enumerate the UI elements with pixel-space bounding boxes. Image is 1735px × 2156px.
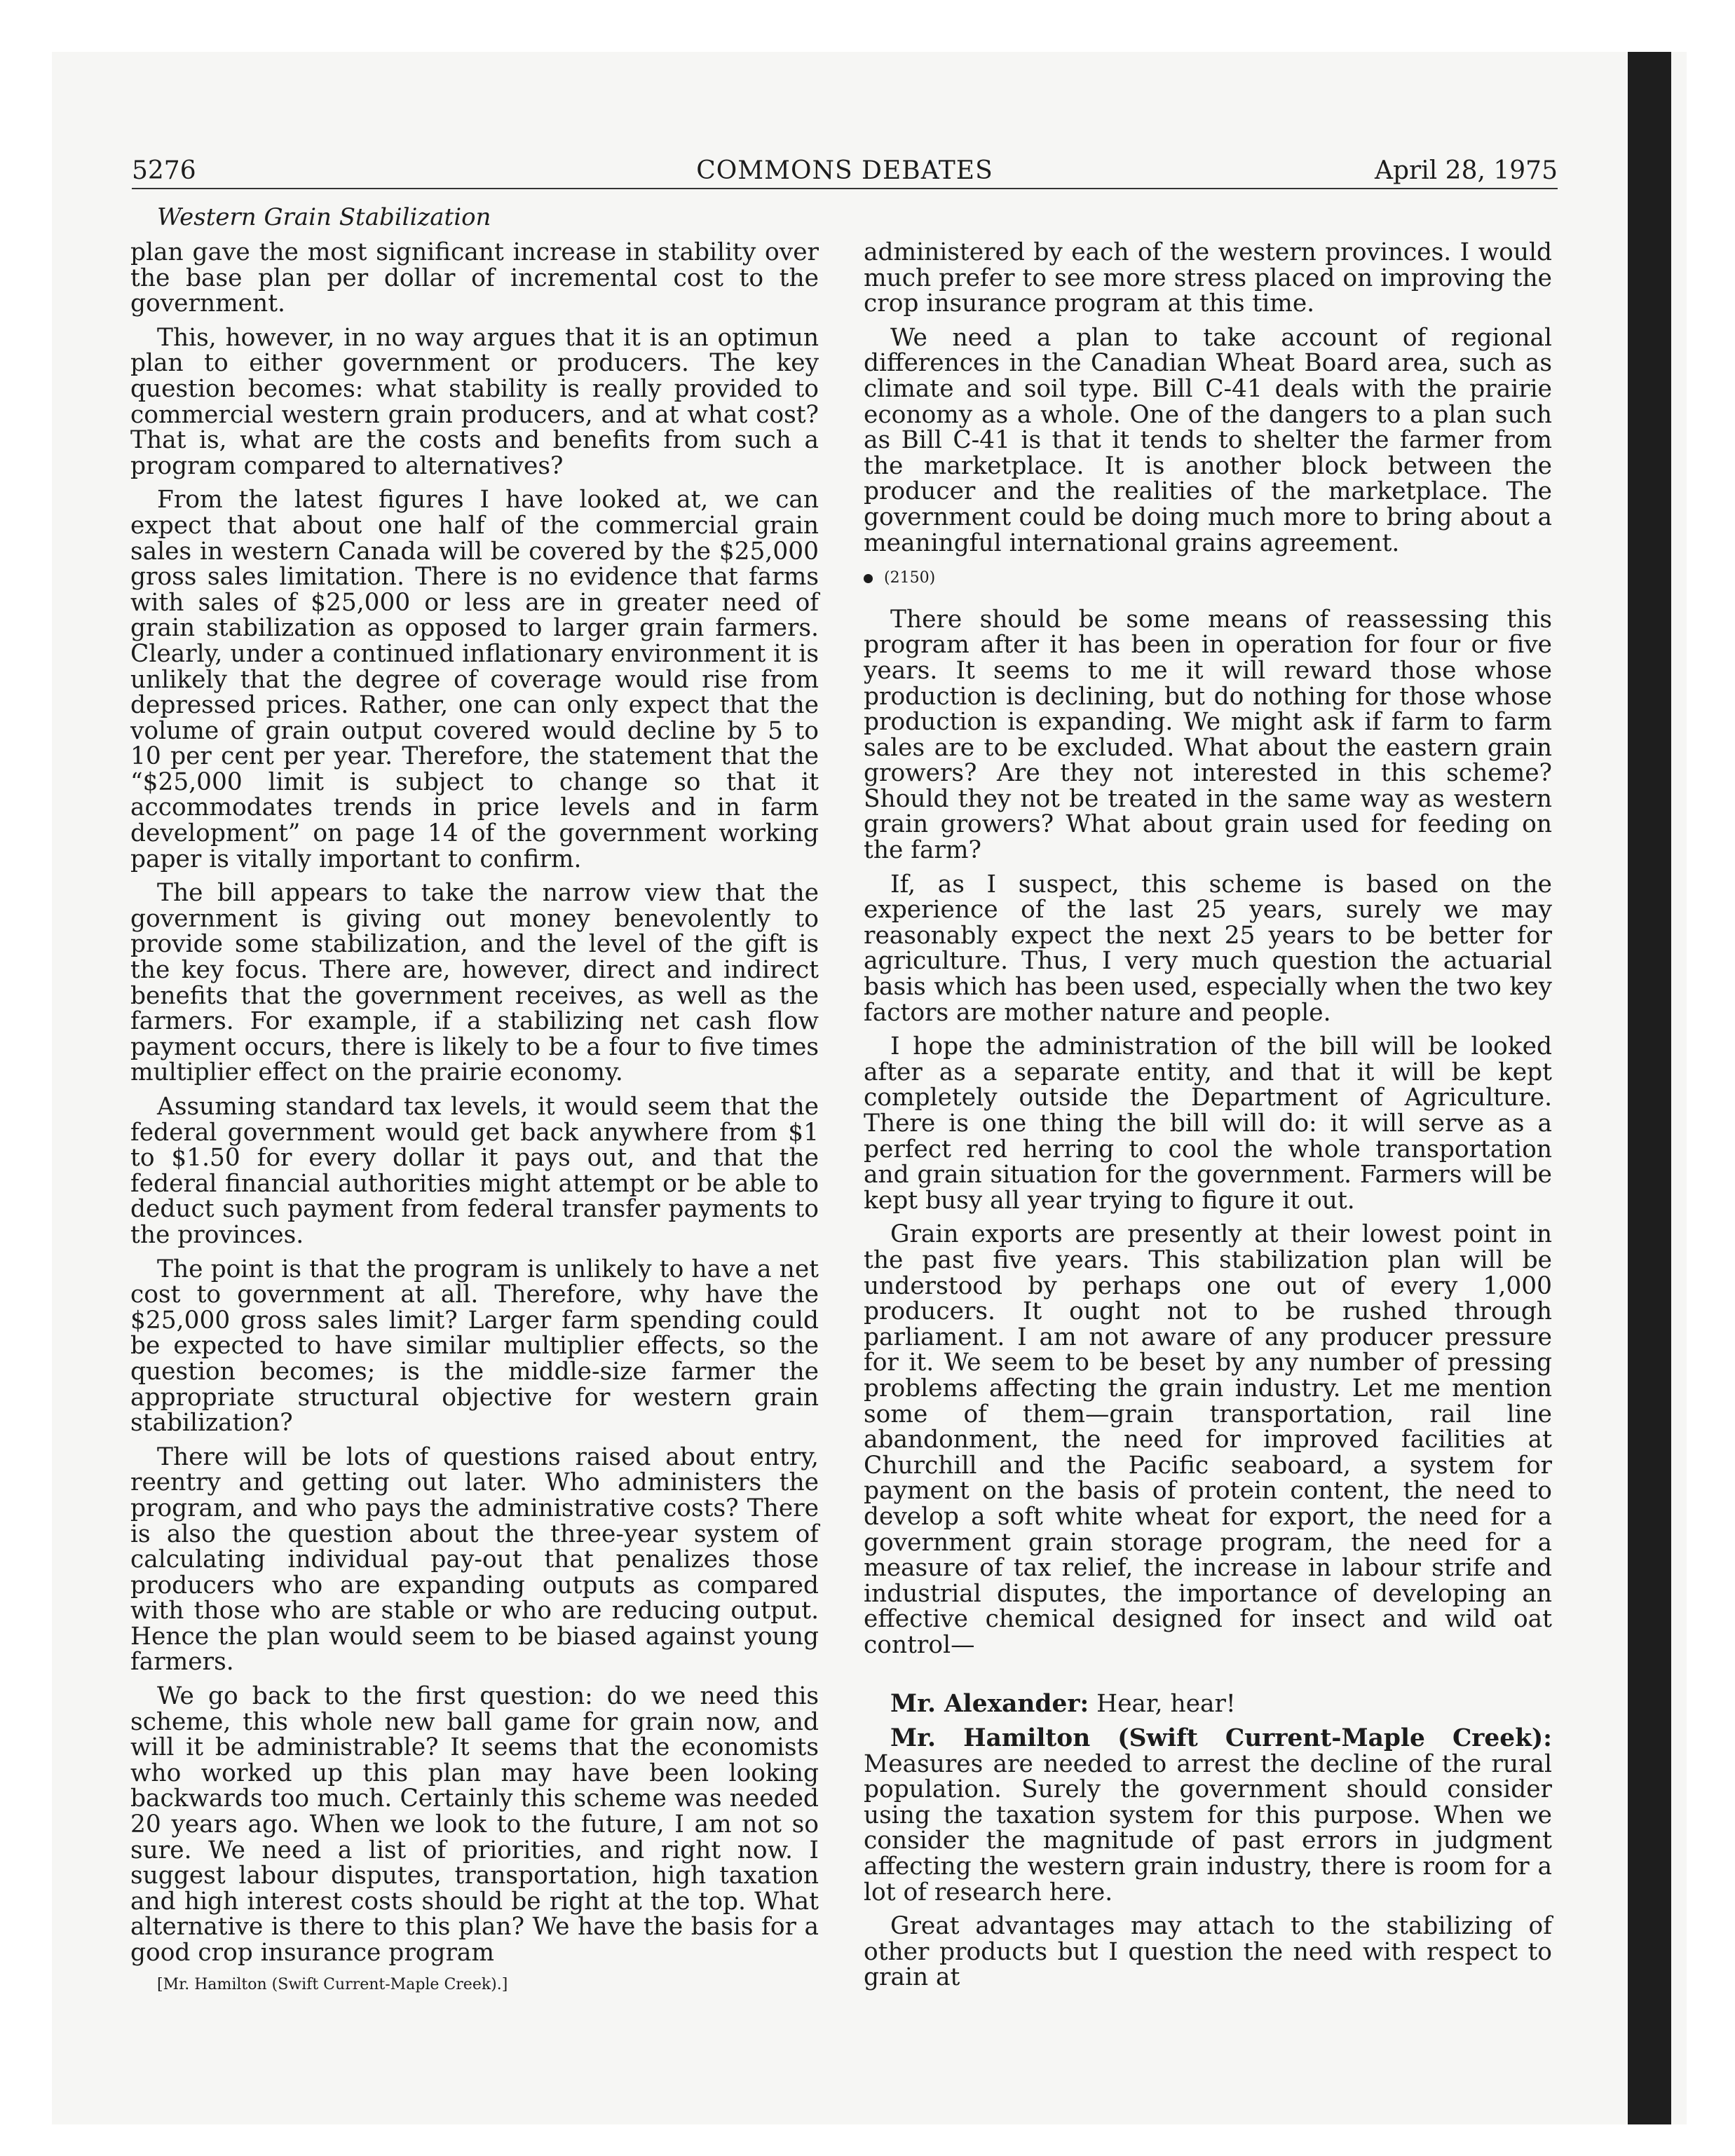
paragraph: This, however, in no way argues that it is an optimun plan to either government or producers. The key question becomes: what stability is really provided to commercial western grain producers, and at what cost? That is, what are the costs and benefits from such a program compared to alternatives?	[130, 323, 819, 480]
paragraph: There will be lots of questions raised about entry, reentry and getting out later. Who administers the program, and who pays the administrative costs? There is also the question about the three-year system of calculating individual pay-out that penalizes those producers who are expanding outputs as compared with those who are stable or who are reducing output. Hence the plan would seem to be biased against young farmers.	[130, 1442, 819, 1677]
right-column	[864, 240, 1552, 1999]
paragraph: administered by each of the western provinces. I would much prefer to see more stress placed on improving the crop insurance program at this time.	[864, 238, 1552, 318]
speaker-footnote: [Mr. Hamilton (Swift Current-Maple Creek).]	[157, 1975, 508, 1993]
speech-text: Measures are needed to arrest the decline of the rural population. Surely the government should consider using the taxation system for this purpose. When we consider the magnitude of past errors in judgment affecting the western grain industry, there is room for a lot of research here.	[864, 1749, 1552, 1906]
paragraph: There should be some means of reassessing this program after it has been in operation for four or five years. It seems to me it will reward those whose production is declining, but do nothing for those whose production is expanding. We might ask if farm to farm sales are to be excluded. What about the eastern grain growers? Are they not interested in this scheme? Should they not be treated in the same way as western grain growers? What about grain used for feeding on the farm?	[864, 605, 1552, 865]
page-header	[132, 154, 1558, 189]
speech	[864, 1726, 1552, 1905]
paragraph: Great advantages may attach to the stabilizing of other products but I question the need with respect to grain at	[864, 1912, 1552, 1992]
page-number: 5276	[132, 156, 196, 185]
speaker-name: Mr. Hamilton (Swift Current-Maple Creek):	[890, 1724, 1552, 1753]
left-column	[130, 203, 819, 2004]
spacer	[864, 1666, 1552, 1691]
paragraph: If, as I suspect, this scheme is based on the experience of the last 25 years, surely we may reasonably expect the next 25 years to be better for agriculture. Thus, I very much question the actuarial basis which has been used, especially when the two key factors are mother nature and people.	[864, 870, 1552, 1027]
paragraph: From the latest figures I have looked at, we can expect that about one half of the commercial grain sales in western Canada will be covered by the $25,000 gross sales limitation. There is no evidence that farms with sales of $25,000 or less are in greater need of grain stabilization as opposed to larger grain farmers. Clearly, under a continued inflationary environment it is unlikely that the degree of coverage would rise from depressed prices. Rather, one can only expect that the volume of grain output covered would decline by 5 to 10 per cent per year. Therefore, the statement that the “$25,000 limit is subject to change so that it accommodates trends in price levels and in farm development” on page 14 of the government working paper is vitally important to confirm.	[130, 486, 819, 873]
time-marker	[864, 566, 1552, 592]
paragraph: We go back to the first question: do we need this scheme, this whole new ball game for grain now, and will it be administrable? It seems that the economists who worked up this plan may have been looking backwards too much. Certainly this scheme was needed 20 years ago. When we look to the future, I am not so sure. We need a list of priorities, and right now. I suggest labour disputes, transportation, high taxation and high interest costs should be right at the top. What alternative is there to this plan? We have the basis for a good crop insurance program	[130, 1682, 819, 1967]
interjection	[864, 1691, 1552, 1717]
paragraph: I hope the administration of the bill will be looked after as a separate entity, and that it will be kept completely outside the Department of Agriculture. There is one thing the bill will do: it will serve as a perfect red herring to cool the whole transportation and grain situation for the government. Farmers will be kept busy all year trying to figure it out.	[864, 1032, 1552, 1215]
interjection-text: Hear, hear!	[1096, 1690, 1236, 1719]
section-title: Western Grain Stabilization	[157, 203, 491, 231]
binding-edge	[1628, 52, 1671, 2124]
page-date: April 28, 1975	[1374, 156, 1558, 185]
paragraph: The point is that the program is unlikely to have a net cost to government at all. Therefore, why have the $25,000 gross sales limit? Larger farm spending could be expected to have similar multiplier effects, so the question becomes; is the middle-size farmer the appropriate structural objective for western grain stabilization?	[130, 1255, 819, 1438]
paragraph: We need a plan to take account of regional differences in the Canadian Wheat Board area, such as climate and soil type. Bill C-41 deals with the prairie economy as a whole. One of the dangers to a plan such as Bill C-41 is that it tends to shelter the farmer from the marketplace. It is another block between the producer and the realities of the marketplace. The government could be doing much more to bring about a meaningful international grains agreement.	[864, 323, 1552, 557]
bullet-icon	[864, 574, 873, 583]
paragraph: The bill appears to take the narrow view that the government is giving out money benevolently to provide some stabilization, and the level of the gift is the key focus. There are, however, direct and indirect benefits that the government receives, as well as the farmers. For example, if a stabilizing net cash flow payment occurs, there is likely to be a four to five times multiplier effect on the prairie economy.	[130, 879, 819, 1087]
paragraph: Grain exports are presently at their lowest point in the past five years. This stabilization plan will be understood by perhaps one out of every 1,000 producers. It ought not to be rushed through parliament. I am not aware of any producer pressure for it. We seem to be beset by any number of pressing problems affecting the grain industry. Let me mention some of them—grain transportation, rail line abandonment, the need for improved facilities at Churchill and the Pacific seaboard, a system for payment on the basis of protein content, the need to develop a soft white wheat for export, the need for a government grain storage program, the need for a measure of tax relief, the increase in labour strife and industrial disputes, the importance of developing an effective chemical designed for insect and wild oat control—	[864, 1220, 1552, 1659]
speaker-name: Mr. Alexander:	[890, 1690, 1089, 1719]
publication-title: COMMONS DEBATES	[696, 156, 993, 185]
time-marker-label: (2150)	[884, 569, 936, 587]
paragraph: plan gave the most significant increase in stability over the base plan per dollar of incremental cost to the government.	[130, 238, 819, 318]
paragraph: Assuming standard tax levels, it would seem that the federal government would get back anywhere from $1 to $1.50 for every dollar it pays out, and that the federal financial authorities might attempt or be able to deduct such payment from federal transfer payments to the provinces.	[130, 1093, 819, 1249]
